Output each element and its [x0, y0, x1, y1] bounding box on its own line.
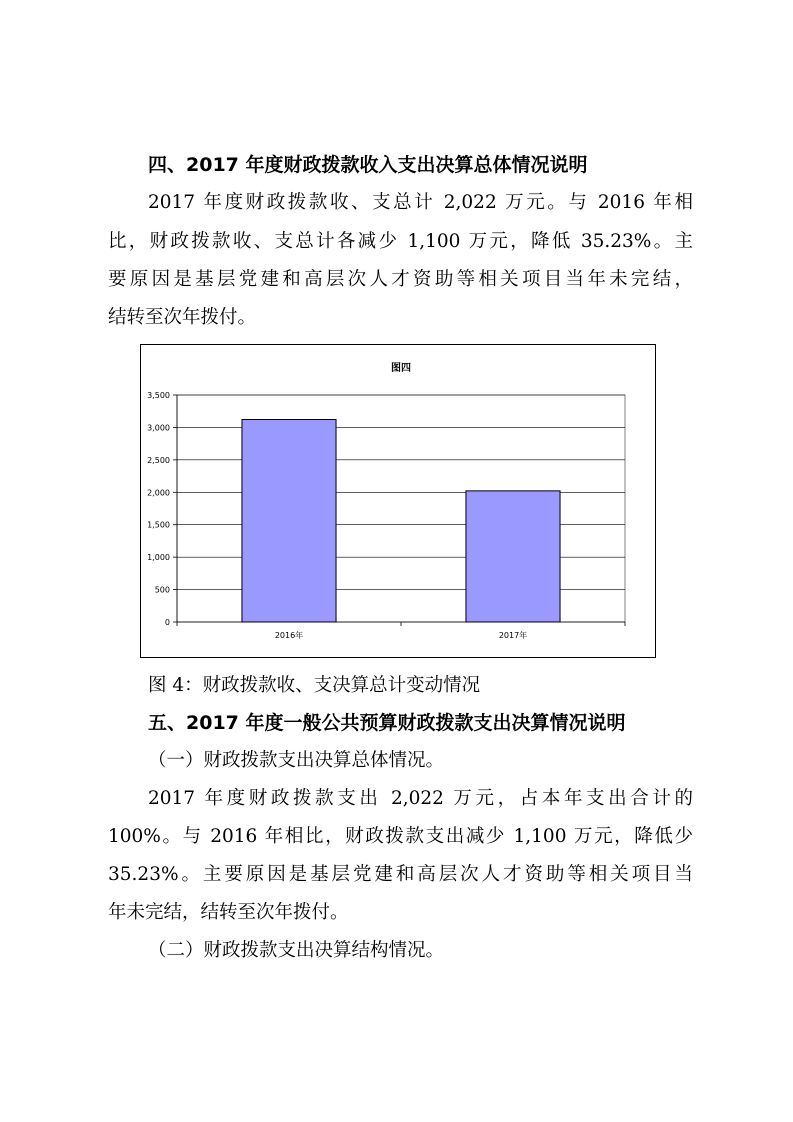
y-tick-label: 1,500	[147, 520, 170, 530]
section-4-paragraph-line: 要原因是基层党建和高层次人才资助等相关项目当年未完结，	[108, 269, 693, 290]
bar	[242, 420, 336, 622]
y-axis-ticks	[147, 391, 177, 627]
subsection-1-title: （一）财政拨款支出决算总体情况。	[148, 750, 445, 771]
x-axis-ticks	[177, 622, 625, 640]
section-4-paragraph-line: 结转至次年拨付。	[108, 307, 257, 328]
y-tick-label: 1,000	[147, 553, 170, 563]
bar-chart	[140, 344, 656, 658]
y-tick-label: 2,000	[147, 488, 170, 498]
y-tick-label: 500	[154, 585, 170, 595]
section-4-paragraph-line: 2017 年度财政拨款收、支总计 2,022 万元。与 2016 年相	[148, 192, 693, 213]
y-tick-label: 3,000	[147, 423, 170, 433]
figure-caption: 图 4：财政拨款收、支决算总计变动情况	[148, 675, 481, 696]
section-5-paragraph-line: 年未完结，结转至次年拨付。	[108, 902, 349, 923]
section-5-paragraph-line: 100%。与 2016 年相比，财政拨款支出减少 1,100 万元，降低少	[108, 826, 693, 847]
section-4-heading: 四、2017 年度财政拨款收入支出决算总体情况说明	[148, 154, 588, 176]
chart-title: 图四	[391, 363, 411, 374]
y-tick-label: 2,500	[147, 455, 170, 465]
section-5-heading: 五、2017 年度一般公共预算财政拨款支出决算情况说明	[148, 712, 626, 734]
y-tick-label: 0	[164, 618, 170, 627]
section-5-paragraph-line: 35.23%。主要原因是基层党建和高层次人才资助等相关项目当	[108, 864, 693, 885]
x-tick-label: 2017年	[498, 631, 528, 640]
bar-chart-svg	[141, 345, 655, 657]
subsection-2-title: （二）财政拨款支出决算结构情况。	[148, 940, 445, 961]
y-tick-label: 3,500	[147, 391, 170, 400]
section-5-paragraph-line: 2017 年度财政拨款支出 2,022 万元，占本年支出合计的	[148, 788, 693, 809]
bar	[466, 491, 560, 622]
x-tick-label: 2016年	[274, 631, 304, 640]
section-4-paragraph-line: 比，财政拨款收、支总计各减少 1,100 万元，降低 35.23%。主	[108, 231, 693, 252]
